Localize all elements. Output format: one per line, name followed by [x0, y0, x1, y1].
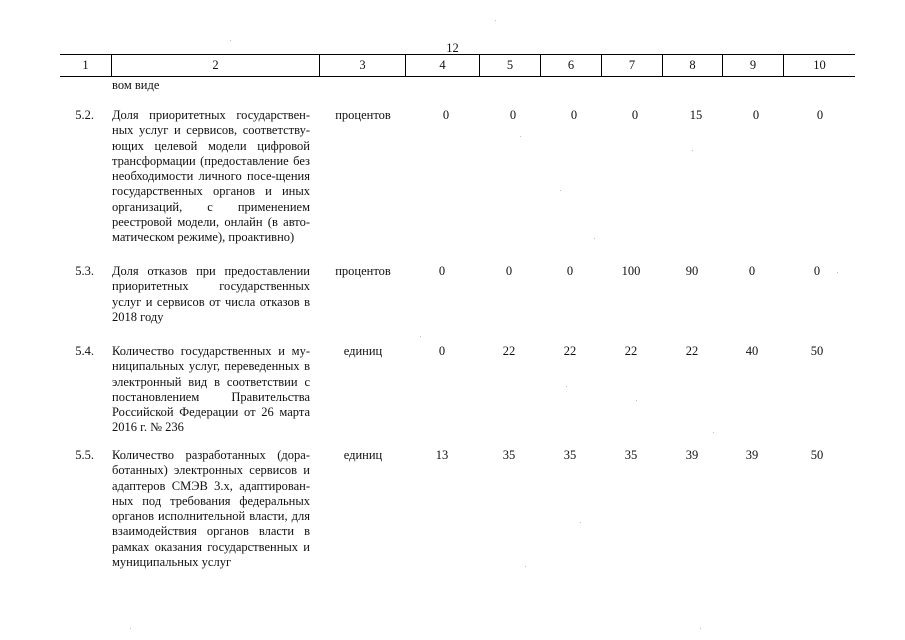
header-col-10: 10: [813, 58, 826, 72]
value-col-5: 0: [509, 108, 517, 122]
header-col-3: 3: [320, 55, 406, 76]
row-number: 5.5.: [75, 448, 94, 462]
row-number: 5.3.: [75, 264, 94, 278]
row-unit: процентов: [335, 108, 391, 122]
scan-speck: [692, 150, 693, 151]
scan-speck: [713, 432, 714, 433]
value-col-7: 22: [624, 344, 638, 358]
value-col-4: 13: [435, 448, 449, 462]
value-col-9: 0: [748, 264, 756, 278]
header-col-8: 8: [663, 55, 723, 76]
value-col-6: 0: [570, 108, 578, 122]
value-col-9: 40: [745, 344, 759, 358]
scan-speck: [700, 628, 701, 629]
value-col-6: 22: [563, 344, 577, 358]
value-col-8: 90: [685, 264, 699, 278]
value-col-7: 35: [624, 448, 638, 462]
value-col-4: 0: [442, 108, 450, 122]
header-col-6: 6: [541, 55, 602, 76]
scan-speck: [230, 40, 231, 41]
value-col-5: 22: [502, 344, 516, 358]
header-col-5: 5: [480, 55, 541, 76]
value-col-4: 0: [438, 264, 446, 278]
value-col-7: 0: [631, 108, 639, 122]
header-col-7: 7: [602, 55, 663, 76]
value-col-9: 39: [745, 448, 759, 462]
value-col-4: 0: [438, 344, 446, 358]
row-unit: единиц: [343, 344, 383, 358]
row-number: 5.2.: [75, 108, 94, 122]
value-col-10: 0: [816, 108, 824, 122]
value-col-7: 100: [621, 264, 641, 278]
scan-speck: [566, 386, 567, 387]
header-col-2: 2: [112, 55, 320, 76]
value-col-5: 0: [505, 264, 513, 278]
scan-speck: [837, 272, 838, 273]
value-col-10: 50: [810, 448, 824, 462]
scan-speck: [580, 522, 581, 523]
value-col-9: 0: [752, 108, 760, 122]
value-col-8: 15: [689, 108, 703, 122]
value-col-10: 0: [813, 264, 821, 278]
scan-speck: [420, 336, 421, 337]
scan-speck: [525, 566, 526, 567]
scan-speck: [130, 628, 131, 629]
row-unit: единиц: [343, 448, 383, 462]
row-description: Доля приоритетных государствен-ных услуг и сервисов, соответству-ющих целевой модели цифровой трансформации (предоставление без необходимости личного посе-щения государственных органов и иных организаций, с применением реестровой модели, онлайн (в авто-матическом режиме), проактивно): [112, 108, 310, 245]
row-number: 5.4.: [75, 344, 94, 358]
scan-speck: [594, 238, 595, 239]
value-col-6: 35: [563, 448, 577, 462]
row-description: Доля отказов при предоставлении приоритетных государственных услуг и сервисов от числа отказов в 2018 году: [112, 264, 310, 324]
value-col-6: 0: [566, 264, 574, 278]
page-number: 12: [446, 41, 459, 55]
value-col-5: 35: [502, 448, 516, 462]
header-col-1: 1: [60, 55, 112, 76]
scan-speck: [560, 190, 561, 191]
scan-speck: [520, 136, 521, 137]
row-unit: процентов: [335, 264, 391, 278]
scan-speck: [495, 20, 496, 21]
scan-speck: [636, 400, 637, 401]
header-col-9: 9: [723, 55, 784, 76]
row-description: Количество разработанных (дора-ботанных) электронных сервисов и адаптеров СМЭВ 3.х, адаптирован-ных под требования федеральных органов исполнительной власти, для взаимодействия органов власти в рамках оказания государственных и муниципальных услуг: [112, 448, 310, 570]
continuation-text: вом виде: [112, 78, 160, 92]
value-col-8: 22: [685, 344, 699, 358]
value-col-10: 50: [810, 344, 824, 358]
header-col-4: 4: [406, 55, 480, 76]
value-col-8: 39: [685, 448, 699, 462]
row-description: Количество государственных и му-ниципальных услуг, переведенных в электронный вид в соответствии с постановлением Правительства Российской Федерации от 26 марта 2016 г. № 236: [112, 344, 310, 435]
